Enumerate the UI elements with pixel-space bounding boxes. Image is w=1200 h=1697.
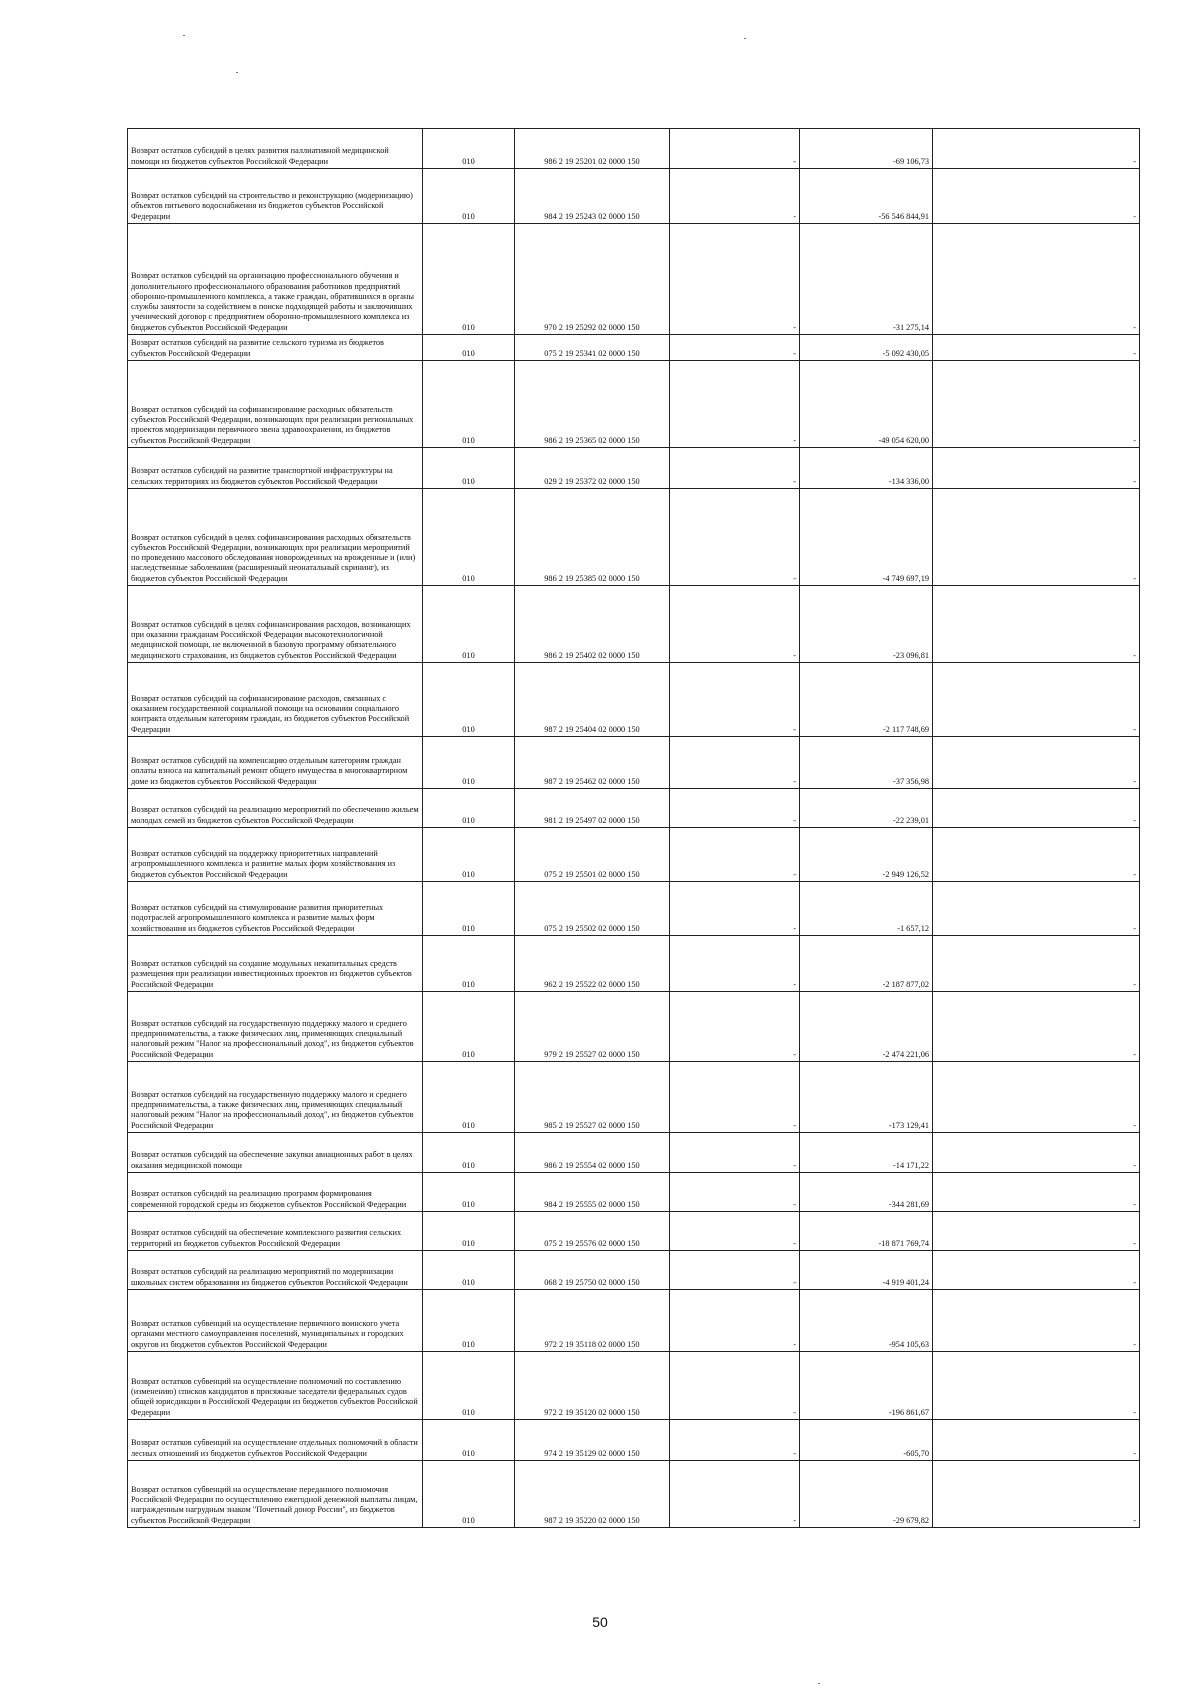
row-description: Возврат остатков субсидий в целях софинансирования расходов, возникающих при оказании гражданам Российской Федерации высокотехнологичной медицинской помощи, не включенной в базовую программу обязательного медицинского страхования, из бюджетов субъектов Российской Федерации: [128, 586, 423, 663]
row-unexecuted-value: -: [933, 882, 1140, 936]
row-description: Возврат остатков субсидий на реализацию мероприятий по модернизации школьных систем образования из бюджетов субъектов Российской Федерации: [128, 1251, 423, 1290]
row-unexecuted-value: -: [933, 1352, 1140, 1420]
row-unexecuted-value: -: [933, 169, 1140, 224]
row-executed-amount: -196 861,67: [800, 1352, 933, 1420]
row-executed-amount: -344 281,69: [800, 1173, 933, 1212]
row-description: Возврат остатков субсидий на государственную поддержку малого и среднего предпринимательства, а также физических лиц, применяющих специальный налоговый режим "Налог на профессиональный доход", из бюджетов субъектов Российской Федерации: [128, 992, 423, 1062]
row-unexecuted-value: -: [933, 361, 1140, 448]
table-row: [128, 1133, 1140, 1173]
row-executed-amount: -954 105,63: [800, 1290, 933, 1352]
table-row: [128, 828, 1140, 882]
row-line-code: 010: [423, 169, 515, 224]
row-approved-value: -: [670, 448, 800, 489]
row-unexecuted-value: -: [933, 936, 1140, 992]
row-line-code: 010: [423, 1133, 515, 1173]
table-row: [128, 448, 1140, 489]
row-unexecuted-value: -: [933, 1062, 1140, 1133]
row-description: Возврат остатков субсидий на обеспечение закупки авиационных работ в целях оказания медицинской помощи: [128, 1133, 423, 1173]
table-row: [128, 992, 1140, 1062]
row-approved-value: -: [670, 586, 800, 663]
row-description: Возврат остатков субвенций на осуществление переданного полномочия Российской Федерации по осуществлению ежегодной денежной выплаты лицам, награжденным нагрудным знаком "Почетный донор России", из бюджетов субъектов Российской Федерации: [128, 1461, 423, 1528]
row-unexecuted-value: -: [933, 1290, 1140, 1352]
row-budget-classification-code: 068 2 19 25750 02 0000 150: [515, 1251, 670, 1290]
row-line-code: 010: [423, 1290, 515, 1352]
row-description: Возврат остатков субсидий в целях софинансирования расходных обязательств субъектов Российской Федерации, возникающих при реализации мероприятий по проведению массового обследования новорожденных на врожденные и (или) наследственные заболевания (расширенный неонатальный скрининг), из бюджетов субъектов Российской Федерации: [128, 489, 423, 586]
row-budget-classification-code: 986 2 19 25365 02 0000 150: [515, 361, 670, 448]
row-unexecuted-value: -: [933, 335, 1140, 361]
row-unexecuted-value: -: [933, 663, 1140, 737]
table-row: [128, 936, 1140, 992]
row-executed-amount: -23 096,81: [800, 586, 933, 663]
table-row: [128, 169, 1140, 224]
row-executed-amount: -18 871 769,74: [800, 1212, 933, 1251]
row-executed-amount: -605,70: [800, 1420, 933, 1461]
table-row: [128, 1290, 1140, 1352]
row-line-code: 010: [423, 1420, 515, 1461]
row-budget-classification-code: 986 2 19 25402 02 0000 150: [515, 586, 670, 663]
row-line-code: 010: [423, 1062, 515, 1133]
row-executed-amount: -4 749 697,19: [800, 489, 933, 586]
row-line-code: 010: [423, 992, 515, 1062]
row-description: Возврат остатков субсидий на реализацию мероприятий по обеспечению жильем молодых семей из бюджетов субъектов Российской Федерации: [128, 789, 423, 828]
row-unexecuted-value: -: [933, 1251, 1140, 1290]
row-budget-classification-code: 075 2 19 25576 02 0000 150: [515, 1212, 670, 1251]
row-approved-value: -: [670, 663, 800, 737]
row-approved-value: -: [670, 1062, 800, 1133]
row-budget-classification-code: 986 2 19 25385 02 0000 150: [515, 489, 670, 586]
table-body: [128, 129, 1140, 1528]
row-approved-value: -: [670, 361, 800, 448]
table-row: [128, 1173, 1140, 1212]
row-line-code: 010: [423, 882, 515, 936]
table-row: [128, 789, 1140, 828]
table-row: [128, 1352, 1140, 1420]
row-executed-amount: -2 474 221,06: [800, 992, 933, 1062]
row-budget-classification-code: 029 2 19 25372 02 0000 150: [515, 448, 670, 489]
row-executed-amount: -134 336,00: [800, 448, 933, 489]
row-approved-value: -: [670, 1251, 800, 1290]
row-executed-amount: -69 106,73: [800, 129, 933, 169]
row-approved-value: -: [670, 882, 800, 936]
row-budget-classification-code: 962 2 19 25522 02 0000 150: [515, 936, 670, 992]
row-approved-value: -: [670, 737, 800, 789]
row-budget-classification-code: 970 2 19 25292 02 0000 150: [515, 224, 670, 335]
row-line-code: 010: [423, 361, 515, 448]
row-description: Возврат остатков субсидий на обеспечение комплексного развития сельских территорий из бюджетов субъектов Российской Федерации: [128, 1212, 423, 1251]
row-budget-classification-code: 987 2 19 35220 02 0000 150: [515, 1461, 670, 1528]
row-approved-value: -: [670, 1133, 800, 1173]
row-line-code: 010: [423, 789, 515, 828]
table-row: [128, 335, 1140, 361]
row-description: Возврат остатков субсидий на реализацию программ формирования современной городской среды из бюджетов субъектов Российской Федерации: [128, 1173, 423, 1212]
row-budget-classification-code: 986 2 19 25554 02 0000 150: [515, 1133, 670, 1173]
row-budget-classification-code: 986 2 19 25201 02 0000 150: [515, 129, 670, 169]
budget-table: [127, 128, 1140, 1528]
row-unexecuted-value: -: [933, 1173, 1140, 1212]
row-approved-value: -: [670, 1461, 800, 1528]
row-line-code: 010: [423, 737, 515, 789]
row-budget-classification-code: 985 2 19 25527 02 0000 150: [515, 1062, 670, 1133]
row-line-code: 010: [423, 129, 515, 169]
table-row: [128, 1212, 1140, 1251]
row-line-code: 010: [423, 1212, 515, 1251]
row-approved-value: -: [670, 828, 800, 882]
row-line-code: 010: [423, 586, 515, 663]
row-budget-classification-code: 984 2 19 25555 02 0000 150: [515, 1173, 670, 1212]
row-description: Возврат остатков субсидий в целях развития паллиативной медицинской помощи из бюджетов субъектов Российской Федерации: [128, 129, 423, 169]
row-description: Возврат остатков субсидий на государственную поддержку малого и среднего предпринимательства, а также физических лиц, применяющих специальный налоговый режим "Налог на профессиональный доход", из бюджетов субъектов Российской Федерации: [128, 1062, 423, 1133]
row-description: Возврат остатков субсидий на компенсацию отдельным категориям граждан оплаты взноса на капитальный ремонт общего имущества в многоквартирном доме из бюджетов субъектов Российской Федерации: [128, 737, 423, 789]
row-unexecuted-value: -: [933, 586, 1140, 663]
row-unexecuted-value: -: [933, 992, 1140, 1062]
row-line-code: 010: [423, 1251, 515, 1290]
row-description: Возврат остатков субсидий на создание модульных некапитальных средств размещения при реализации инвестиционных проектов из бюджетов субъектов Российской Федерации: [128, 936, 423, 992]
row-approved-value: -: [670, 789, 800, 828]
row-description: Возврат остатков субсидий на поддержку приоритетных направлений агропромышленного комплекса и развитие малых форм хозяйствования из бюджетов субъектов Российской Федерации: [128, 828, 423, 882]
table-row: [128, 663, 1140, 737]
row-approved-value: -: [670, 936, 800, 992]
row-approved-value: -: [670, 1212, 800, 1251]
row-executed-amount: -2 187 877,02: [800, 936, 933, 992]
row-executed-amount: -31 275,14: [800, 224, 933, 335]
table-row: [128, 586, 1140, 663]
row-unexecuted-value: -: [933, 448, 1140, 489]
row-unexecuted-value: -: [933, 789, 1140, 828]
row-approved-value: -: [670, 1420, 800, 1461]
row-line-code: 010: [423, 1352, 515, 1420]
row-description: Возврат остатков субсидий на организацию профессионального обучения и дополнительного профессионального образования работников предприятий оборонно-промышленного комплекса, а также граждан, обратившихся в органы службы занятости за содействием в поиске подходящей работы и заключивших ученический договор с предприятием оборонно-промышленного комплекса из бюджетов субъектов Российской Федерации: [128, 224, 423, 335]
row-description: Возврат остатков субсидий на софинансирование расходных обязательств субъектов Российской Федерации, возникающих при реализации региональных проектов модернизации первичного звена здравоохранения, из бюджетов субъектов Российской Федерации: [128, 361, 423, 448]
table-row: [128, 1420, 1140, 1461]
row-budget-classification-code: 972 2 19 35120 02 0000 150: [515, 1352, 670, 1420]
row-approved-value: -: [670, 1352, 800, 1420]
row-description: Возврат остатков субвенций на осуществление первичного воинского учета органами местного самоуправления поселений, муниципальных и городских округов из бюджетов субъектов Российской Федерации: [128, 1290, 423, 1352]
row-executed-amount: -5 092 430,05: [800, 335, 933, 361]
row-budget-classification-code: 075 2 19 25341 02 0000 150: [515, 335, 670, 361]
row-executed-amount: -173 129,41: [800, 1062, 933, 1133]
row-description: Возврат остатков субсидий на развитие сельского туризма из бюджетов субъектов Российской Федерации: [128, 335, 423, 361]
row-executed-amount: -22 239,01: [800, 789, 933, 828]
row-description: Возврат остатков субсидий на стимулирование развития приоритетных подотраслей агропромышленного комплекса и развитие малых форм хозяйствования из бюджетов субъектов Российской Федерации: [128, 882, 423, 936]
row-unexecuted-value: -: [933, 129, 1140, 169]
row-line-code: 010: [423, 936, 515, 992]
table-row: [128, 489, 1140, 586]
row-executed-amount: -56 546 844,91: [800, 169, 933, 224]
table-row: [128, 737, 1140, 789]
row-budget-classification-code: 979 2 19 25527 02 0000 150: [515, 992, 670, 1062]
row-executed-amount: -4 919 401,24: [800, 1251, 933, 1290]
row-budget-classification-code: 972 2 19 35118 02 0000 150: [515, 1290, 670, 1352]
row-description: Возврат остатков субсидий на развитие транспортной инфраструктуры на сельских территориях из бюджетов субъектов Российской Федерации: [128, 448, 423, 489]
row-unexecuted-value: -: [933, 828, 1140, 882]
row-executed-amount: -49 054 620,00: [800, 361, 933, 448]
row-line-code: 010: [423, 448, 515, 489]
row-budget-classification-code: 987 2 19 25462 02 0000 150: [515, 737, 670, 789]
row-budget-classification-code: 974 2 19 35129 02 0000 150: [515, 1420, 670, 1461]
row-executed-amount: -29 679,82: [800, 1461, 933, 1528]
row-line-code: 010: [423, 224, 515, 335]
row-unexecuted-value: -: [933, 1461, 1140, 1528]
row-budget-classification-code: 984 2 19 25243 02 0000 150: [515, 169, 670, 224]
row-budget-classification-code: 981 2 19 25497 02 0000 150: [515, 789, 670, 828]
row-description: Возврат остатков субсидий на строительство и реконструкцию (модернизацию) объектов питьевого водоснабжения из бюджетов субъектов Российской Федерации: [128, 169, 423, 224]
row-line-code: 010: [423, 1173, 515, 1212]
row-description: Возврат остатков субвенций на осуществление полномочий по составлению (изменению) списков кандидатов в присяжные заседатели федеральных судов общей юрисдикции в Российской Федерации из бюджетов субъектов Российской Федерации: [128, 1352, 423, 1420]
table-row: [128, 1461, 1140, 1528]
row-unexecuted-value: -: [933, 489, 1140, 586]
row-approved-value: -: [670, 1290, 800, 1352]
row-approved-value: -: [670, 224, 800, 335]
row-line-code: 010: [423, 335, 515, 361]
row-executed-amount: -2 949 126,52: [800, 828, 933, 882]
row-executed-amount: -14 171,22: [800, 1133, 933, 1173]
row-line-code: 010: [423, 828, 515, 882]
table-row: [128, 361, 1140, 448]
row-line-code: 010: [423, 1461, 515, 1528]
row-unexecuted-value: -: [933, 1133, 1140, 1173]
row-budget-classification-code: 075 2 19 25502 02 0000 150: [515, 882, 670, 936]
row-approved-value: -: [670, 169, 800, 224]
row-budget-classification-code: 987 2 19 25404 02 0000 150: [515, 663, 670, 737]
row-line-code: 010: [423, 489, 515, 586]
row-description: Возврат остатков субсидий на софинансирование расходов, связанных с оказанием государственной социальной помощи на основании социального контракта отдельным категориям граждан, из бюджетов субъектов Российской Федерации: [128, 663, 423, 737]
row-approved-value: -: [670, 992, 800, 1062]
row-approved-value: -: [670, 489, 800, 586]
row-line-code: 010: [423, 663, 515, 737]
row-executed-amount: -37 356,98: [800, 737, 933, 789]
row-budget-classification-code: 075 2 19 25501 02 0000 150: [515, 828, 670, 882]
table-row: [128, 1251, 1140, 1290]
row-executed-amount: -1 657,12: [800, 882, 933, 936]
table-row: [128, 1062, 1140, 1133]
row-description: Возврат остатков субвенций на осуществление отдельных полномочий в области лесных отношений из бюджетов субъектов Российской Федерации: [128, 1420, 423, 1461]
row-approved-value: -: [670, 129, 800, 169]
page-number: 50: [592, 1614, 608, 1630]
row-executed-amount: -2 117 748,69: [800, 663, 933, 737]
table-row: [128, 882, 1140, 936]
row-unexecuted-value: -: [933, 1212, 1140, 1251]
row-unexecuted-value: -: [933, 1420, 1140, 1461]
row-unexecuted-value: -: [933, 737, 1140, 789]
row-unexecuted-value: -: [933, 224, 1140, 335]
row-approved-value: -: [670, 1173, 800, 1212]
table-row: [128, 129, 1140, 169]
row-approved-value: -: [670, 335, 800, 361]
table-row: [128, 224, 1140, 335]
